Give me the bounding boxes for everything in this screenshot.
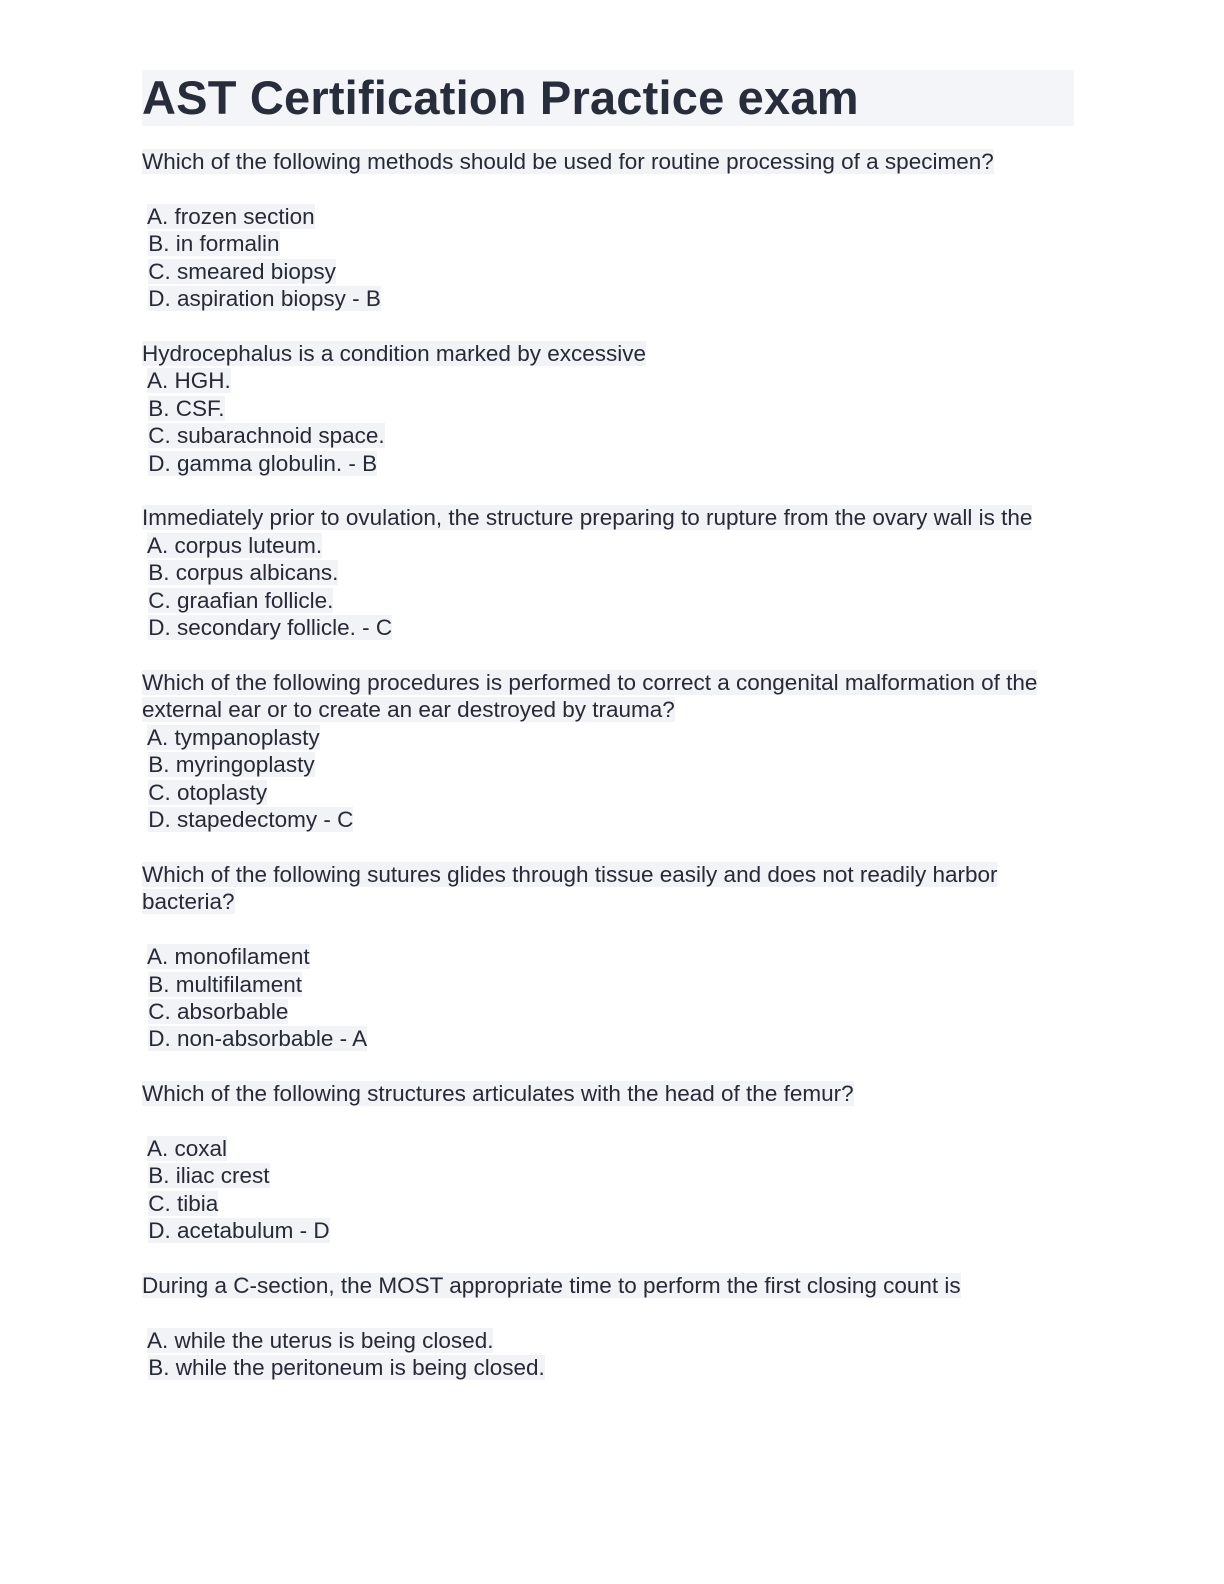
- answer-option: A. tympanoplasty: [147, 724, 320, 750]
- question-text: Which of the following methods should be used for routine processing of a specimen?: [142, 149, 994, 174]
- question-block: [142, 861, 1074, 1053]
- question-block: [142, 669, 1074, 833]
- question-text: Hydrocephalus is a condition marked by excessive: [142, 340, 646, 366]
- title-bar: [142, 70, 1074, 126]
- question-block: [142, 340, 1074, 477]
- question-list: [142, 148, 1074, 1382]
- answer-option: D. stapedectomy - C: [148, 807, 354, 833]
- answer-option: D. secondary follicle. - C: [148, 615, 393, 641]
- answer-option: C. graafian follicle.: [148, 587, 334, 613]
- answer-option: A. frozen section: [147, 203, 315, 229]
- question-block: [142, 148, 1074, 312]
- question-text: Immediately prior to ovulation, the structure preparing to rupture from the ovary wall is the: [142, 505, 1033, 531]
- document-page: [142, 70, 1074, 1409]
- answer-option: B. in formalin: [148, 231, 280, 257]
- question-text: Which of the following sutures glides through tissue easily and does not readily harbor bacteria?: [142, 861, 998, 915]
- answer-option: C. absorbable: [148, 998, 289, 1024]
- question-block: [142, 504, 1074, 641]
- question-text: Which of the following structures articulates with the head of the femur?: [142, 1081, 854, 1107]
- answer-option: A. corpus luteum.: [147, 532, 323, 558]
- answer-option: B. iliac crest: [148, 1163, 270, 1189]
- answer-option: A. while the uterus is being closed.: [147, 1327, 494, 1353]
- answer-option: D. acetabulum - D: [148, 1218, 330, 1244]
- question-text: During a C-section, the MOST appropriate time to perform the first closing count is: [142, 1273, 961, 1299]
- answer-option: A. coxal: [147, 1136, 228, 1162]
- answer-option: D. non-absorbable - A: [148, 1026, 368, 1052]
- question-block: [142, 1080, 1074, 1244]
- answer-option: C. otoplasty: [148, 779, 268, 805]
- answer-option: D. gamma globulin. - B: [148, 450, 378, 476]
- answer-option: D. aspiration biopsy - B: [148, 286, 381, 312]
- answer-option: B. multifilament: [148, 971, 303, 997]
- answer-option: C. tibia: [148, 1190, 219, 1216]
- answer-option: C. subarachnoid space.: [148, 423, 385, 449]
- answer-option: B. while the peritoneum is being closed.: [148, 1355, 545, 1381]
- page-title: AST Certification Practice exam: [142, 71, 859, 124]
- question-text: Which of the following procedures is performed to correct a congenital malformation of the external ear or to create an ear destroyed by trauma?: [142, 669, 1038, 723]
- answer-option: A. HGH.: [147, 368, 231, 394]
- answer-option: C. smeared biopsy: [148, 258, 336, 284]
- answer-option: B. myringoplasty: [148, 752, 315, 778]
- answer-option: A. monofilament: [147, 944, 310, 970]
- answer-option: B. corpus albicans.: [148, 560, 339, 586]
- answer-option: B. CSF.: [148, 395, 225, 421]
- question-block: [142, 1272, 1074, 1382]
